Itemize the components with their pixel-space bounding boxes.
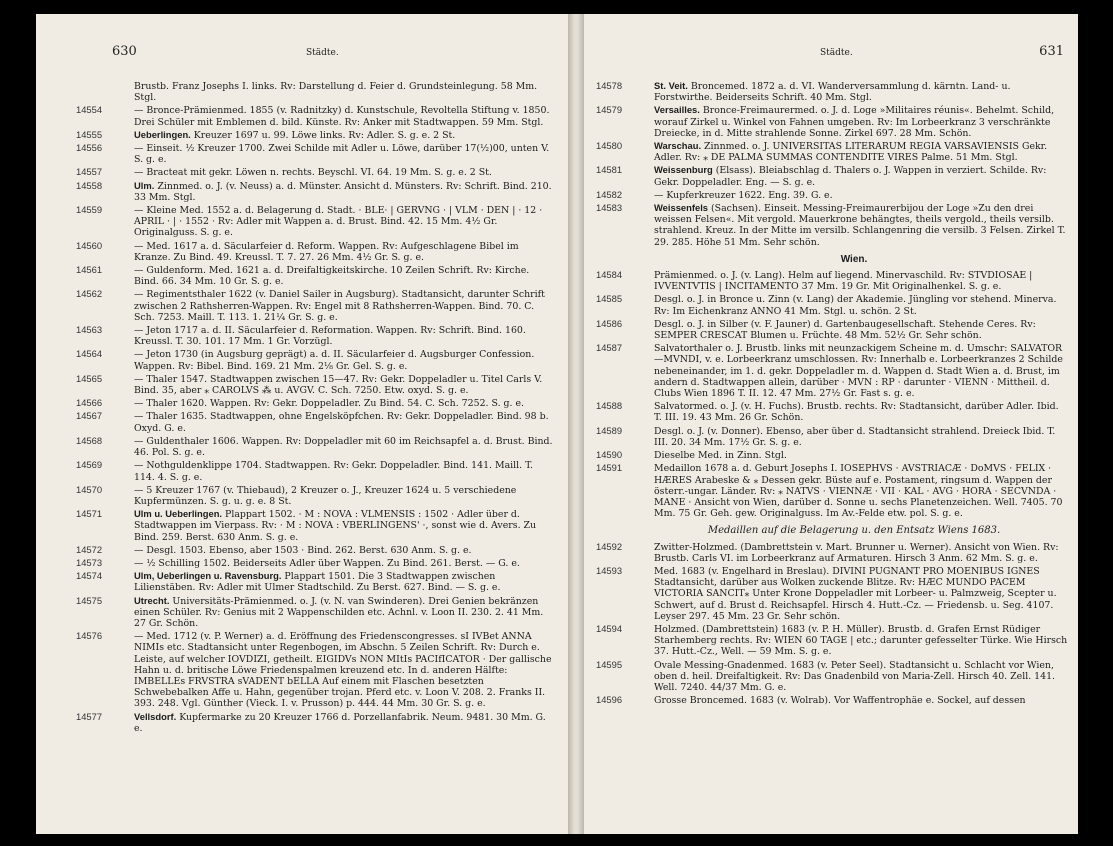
entry-number: 14576 xyxy=(76,630,103,642)
catalog-entry xyxy=(76,397,554,410)
entries-group-b xyxy=(596,269,1068,520)
catalog-entry xyxy=(596,658,1068,694)
catalog-entry xyxy=(76,239,554,263)
entry-description: Holzmed. (Dambrettstein) 1683 (v. P. H. Müller). Brustb. d. Grafen Ernst Rüdiger Starhemberg rechts. Rv: WIEN 60 TAGE | etc.; darunter gefesselter Türke. Wie Hirsch 37. Hutt.-Cz., Well. — 59 Mm. S. g. e. xyxy=(654,623,1068,658)
entry-description: Zinnmed. o. J. UNIVERSITAS LITERARUM REGIA VARSAVIENSIS Gekr. Adler. Rv: ⁎ DE PALMA SUMMAS CONTENDITE VIRES Palme. 51 Mm. Stgl. xyxy=(654,141,1048,164)
entry-description: — Med. 1617 a. d. Säcularfeier d. Reform. Wappen. Rv: Aufgeschlagene Bibel im Kranze. Zu Bind. 49. Kreussl. T. 7. 27. 26 Mm. 4½ Gr. S. g. e. xyxy=(134,240,519,263)
catalog-entry xyxy=(76,483,554,507)
catalog-entry xyxy=(76,570,554,594)
entry-number: 14581 xyxy=(596,164,623,176)
entry-number: 14587 xyxy=(596,342,623,354)
entry-description: — 5 Kreuzer 1767 (v. Thiebaud), 2 Kreuzer o. J., Kreuzer 1624 u. 5 verschiedene Kupfermünzen. S. g. u. g. e. 8 St. xyxy=(134,484,517,507)
entry-description: Salvatormed. o. J. (v. H. Fuchs). Brustb. rechts. Rv: Stadtansicht, darüber Adler. Ibid. T. III. 19. 43 Mm. 26 Gr. Schön. xyxy=(654,401,1059,424)
entry-number: 14589 xyxy=(596,424,623,436)
entry-description: Zwitter-Holzmed. (Dambrettstein v. Mart. Brunner u. Werner). Ansicht von Wien. Rv: Brustb. Carls VI. im Lorbeerkranz auf Armaturen. Hirsch 3 Anm. 62 Mm. S. g. e. xyxy=(654,541,1059,564)
entry-number: 14573 xyxy=(76,556,103,568)
entry-description: — Bronce-Prämienmed. 1855 (v. Radnitzky) d. Kunstschule, Revoltella Stiftung v. 1850. Drei Schüler mit Emblemen d. bild. Künste. Rv: Anker mit Stadtwappen. 59 Mm. Stgl. xyxy=(134,105,550,128)
right-entries xyxy=(596,80,1068,707)
entry-number: 14577 xyxy=(76,710,103,722)
entry-place-name: Weissenfels xyxy=(654,202,709,214)
entry-place-name: Ulm. xyxy=(134,179,155,191)
entry-number: 14593 xyxy=(596,564,623,576)
catalog-entry xyxy=(76,179,554,203)
page-number-left: 630 xyxy=(112,44,137,59)
entry-description: Broncemed. 1872 a. d. VI. Wanderversammlung d. kärntn. Land- u. Forstwirthe. Beiderseits Schrift. 40 Mm. Stgl. xyxy=(654,81,1011,104)
catalog-entry xyxy=(76,104,554,128)
entry-description: — Jeton 1717 a. d. II. Säcularfeier d. Reformation. Wappen. Rv: Schrift. Bind. 160. Kreussl. T. 30. 101. 17 Mm. 1 Gr. Vorzügl. xyxy=(134,325,526,348)
entry-number: 14583 xyxy=(596,202,623,214)
entry-place-name: Warschau. xyxy=(654,140,702,152)
left-page xyxy=(36,14,568,834)
entry-description: Salvatorthaler o. J. Brustb. links mit neunzackigem Scheine m. d. Umschr: SALVATOR—MVNDI, v. e. Lorbeerkranz umschlossen. Rv: Innerhalb e. Lorbeerkranzes 2 Schilde nebeneinander, im 1. d. gekr. Doppeladler m. d. Wappen d. Stadt Wien a. d. Brust, im andern d. Stadtwappen allein, darüber · MVN : RP · darunter · VIENN · Mittheil. d. Clubs Wien 1896 T. II. 12. 47 Mm. 27½ Gr. Fast s. g. e. xyxy=(654,343,1063,400)
entry-description: — Thaler 1547. Stadtwappen zwischen 15—47. Rv: Gekr. Doppeladler u. Titel Carls V. Bind. 35, aber ⁎ CAROLVS ⁂ u. AVGV. C. Sch. 7250. Etw. oxyd. S. g. e. xyxy=(134,373,543,397)
entry-number: 14571 xyxy=(76,508,103,520)
catalog-entry xyxy=(596,622,1068,658)
entry-description: Dieselbe Med. in Zinn. Stgl. xyxy=(654,450,787,462)
catalog-entry xyxy=(76,128,554,141)
entry-description: Plappart 1501. Die 3 Stadtwappen zwischen Lilienstäben. Rv: Adler mit Ulmer Stadtschild. Zu Berst. 627. Bind. — S. g. e. xyxy=(134,571,501,594)
entry-number: 14586 xyxy=(596,317,623,329)
catalog-entry xyxy=(596,424,1068,448)
catalog-entry xyxy=(596,140,1068,164)
entry-place-name: Versailles. xyxy=(654,104,700,116)
entry-description: Desgl. o. J. in Bronce u. Zinn (v. Lang) der Akademie. Jüngling vor stehend. Minerva. Rv: Im Eichenkranz ANNO 41 Mm. Stgl. u. schön. 2 St. xyxy=(654,294,1057,317)
entry-description: — Thaler 1635. Stadtwappen, ohne Engelsköpfchen. Rv: Gekr. Doppeladler. Bind. 98 b. Oxyd. G. e. xyxy=(134,411,549,434)
catalog-entry xyxy=(596,164,1068,188)
catalog-entry xyxy=(596,564,1068,622)
entry-number: 14555 xyxy=(76,128,103,140)
entry-place-name: Utrecht. xyxy=(134,594,170,606)
entry-place-name: St. Veit. xyxy=(654,80,688,91)
entry-description: Bronce-Freimaurermed. o. J. d. Loge »Militaires réunis«. Behelmt. Schild, worauf Zirkel u. Winkel von Fahnen umgeben. Rv: Im Lorbeerkranz 3 verschränkte Dreiecke, in d. Mitte strahlende Sonne. Zirkel 697. 28 Mm. Schön. xyxy=(654,105,1055,139)
entries-group-a xyxy=(596,80,1068,248)
entry-number: 14594 xyxy=(596,622,623,634)
catalog-entry xyxy=(596,694,1068,707)
entry-number: 14570 xyxy=(76,483,103,495)
entry-description: Med. 1683 (v. Engelhard in Breslau). DIVINI PUGNANT PRO MOENIBUS IGNES Stadtansicht, darüber aus Wolken zuckende Blitze. Rv: HÆC MUNDO PACEM VICTORIA SANCIT⁎ Unter Krone Doppeladler mit Lorbeer- u. Palmzweig, Scepter u. Schwert, auf d. Brust d. Reichsapfel. Hirsch 4. Hutt.-Cz. — Friedensb. u. Seg. 4107. Leyser 297. 45 Mm. 23 Gr. Sehr schön. xyxy=(654,565,1057,622)
entry-description: — Regimentsthaler 1622 (v. Daniel Sailer in Augsburg). Stadtansicht, darunter Schrift zwischen 2 Rathsherren-Wappen. Rv: Engel mit 8 Rathsherren-Wappen. Bind. 70. C. Sch. 7253. Maill. T. 113. 1. 21¼ Gr. S. g. e. xyxy=(134,289,545,323)
entry-number: 14567 xyxy=(76,410,103,422)
catalog-entry xyxy=(76,324,554,348)
entry-place-name: Ulm, Ueberlingen u. Ravensburg. xyxy=(134,570,282,582)
entry-number: 14590 xyxy=(596,449,623,461)
entry-number: 14592 xyxy=(596,540,623,552)
right-page xyxy=(584,14,1078,834)
catalog-entry xyxy=(76,348,554,372)
entry-number: 14566 xyxy=(76,397,103,409)
entry-number: 14554 xyxy=(76,104,103,116)
catalog-entry xyxy=(596,449,1068,462)
entry-number: 14591 xyxy=(596,462,623,474)
entry-description: Ovale Messing-Gnadenmed. 1683 (v. Peter Seel). Stadtansicht u. Schlacht vor Wien, oben d. heil. Dreifaltigkeit. Rv: Das Gnadenbild von Maria-Zell. Hirsch 40. Zell. 141. Well. 7240. 44/37 Mm. G. e. xyxy=(654,659,1056,693)
catalog-entry xyxy=(596,202,1068,248)
entry-number: 14578 xyxy=(596,80,623,91)
entry-number: 14557 xyxy=(76,166,103,178)
catalog-entry xyxy=(76,288,554,323)
entry-number: 14575 xyxy=(76,594,103,606)
catalog-entry xyxy=(596,317,1068,342)
catalog-entry xyxy=(596,269,1068,293)
entry-number: 14596 xyxy=(596,694,623,706)
catalog-entry xyxy=(596,293,1068,317)
entry-number: 14558 xyxy=(76,179,103,191)
entry-place-name: Ueberlingen. xyxy=(134,128,191,140)
entry-description: Zinnmed. o. J. (v. Neuss) a. d. Münster. Ansicht d. Münsters. Rv: Schrift. Bind. 210. 33 Mm. Stgl. xyxy=(134,180,552,203)
entry-description: — Einseit. ½ Kreuzer 1700. Zwei Schilde mit Adler u. Löwe, darüber 17(½)00, unten V. S. g. e. xyxy=(134,143,550,166)
entries-group-c xyxy=(596,540,1068,707)
entry-number: 14565 xyxy=(76,372,103,384)
entry-number: 14588 xyxy=(596,400,623,412)
entry-description: — Nothguldenklippe 1704. Stadtwappen. Rv: Gekr. Doppeladler. Bind. 141. Maill. T. 114. 4. S. g. e. xyxy=(134,460,533,483)
running-header-right: Städte. xyxy=(820,48,853,58)
entry-description: — Thaler 1620. Wappen. Rv: Gekr. Doppeladler. Zu Bind. 54. C. Sch. 7252. S. g. e. xyxy=(134,398,525,410)
catalog-entry xyxy=(76,264,554,288)
entry-number: 14559 xyxy=(76,204,103,216)
catalog-entry xyxy=(76,630,554,710)
entry-description: (Sachsen). Einseit. Messing-Freimaurerbijou der Loge »Zu den drei weissen Felsen«. Mit vergold. Mauerkrone behängtes, theils vergold., theils versilb. strahlend. Kreuz. In der Mitte im versilb. Schlangenring die versilb. 3 Felsen. Zirkel T. 29. 285. Höhe 51 Mm. Sehr schön. xyxy=(654,203,1066,248)
running-header-left: Städte. xyxy=(306,48,339,58)
subsection-heading-siege: Medaillen auf die Belagerung u. den Entsatz Wiens 1683. xyxy=(707,525,1001,537)
section-heading-wien: Wien. xyxy=(840,253,868,265)
left-entries xyxy=(76,80,554,734)
catalog-entry xyxy=(596,80,1068,104)
entry-description: Universitäts-Prämienmed. o. J. (v. N. van Swinderen). Drei Genien bekränzen einen Schüler. Rv: Genius mit 2 Wappenschilden etc. Achnl. v. Loon II. 230. 2. 41 Mm. 27 Gr. Schön. xyxy=(134,595,544,629)
catalog-entry xyxy=(76,508,554,543)
page-number-right: 631 xyxy=(1039,44,1064,59)
entry-number: 14561 xyxy=(76,264,103,276)
entry-description: — Jeton 1730 (in Augsburg geprägt) a. d. II. Säcularfeier d. Augsburger Confession. Wappen. Rv: Bibel. Bind. 169. 21 Mm. 2⅛ Gr. Gel. S. g. e. xyxy=(134,349,535,372)
entry-description: (Elsass). Bleiabschlag d. Thalers o. J. Wappen in verziert. Schilde. Rv: Gekr. Doppeladler. Eng. — S. g. e. xyxy=(654,165,1047,188)
catalog-entry xyxy=(76,372,554,397)
entry-description: Medaillon 1678 a. d. Geburt Josephs I. IOSEPHVS · AVSTRIACÆ · DoMVS · FELIX · HÆRES Arabeske & ⁎ Dessen gekr. Büste auf e. Postament, ringsum d. Wappen der österr.-ungar. Länder. Rv: ⁎ NATVS · VIENNÆ · VII · KAL · AVG · HORA · SECVNDA · MANE · Ansicht von Wien, darüber d. Sonne u. sechs Planetenzeichen. Well. 7405. 70 Mm. 75 Gr. Geh. gew. Originalguss. Im Av.-Felde etw. pol. S. g. e. xyxy=(654,463,1063,520)
catalog-entry xyxy=(596,540,1068,564)
entry-number: 14569 xyxy=(76,459,103,471)
entry-description: Kreuzer 1697 u. 99. Löwe links. Rv: Adler. S. g. e. 2 St. xyxy=(193,129,456,141)
entry-description: Desgl. o. J. in Silber (v. F. Jauner) d. Gartenbaugesellschaft. Stehende Ceres. Rv: SEMPER CRESCAT Blumen u. Früchte. 48 Mm. 52½ Gr. Sehr schön. xyxy=(654,318,1036,342)
catalog-entry xyxy=(76,142,554,166)
entry-description: Brustb. Franz Josephs I. links. Rv: Darstellung d. Feier d. Grundsteinlegung. 58 Mm. Stgl. xyxy=(134,81,538,104)
catalog-entry xyxy=(76,434,554,459)
entry-number: 14582 xyxy=(596,188,623,200)
entry-number: 14595 xyxy=(596,658,623,670)
entry-number: 14556 xyxy=(76,142,103,154)
entry-description: — ½ Schilling 1502. Beiderseits Adler über Wappen. Zu Bind. 261. Berst. — G. e. xyxy=(134,557,520,569)
entry-description: Grosse Broncemed. 1683 (v. Wolrab). Vor Waffentrophäe e. Sockel, auf dessen xyxy=(654,695,1026,707)
entry-number: 14585 xyxy=(596,293,623,305)
entry-place-name: Weissenburg xyxy=(654,164,713,176)
entry-place-name: Ulm u. Ueberlingen. xyxy=(134,508,223,520)
catalog-entry xyxy=(596,188,1068,201)
entry-place-name: Vellsdorf. xyxy=(134,710,177,722)
catalog-entry xyxy=(76,204,554,239)
entry-number: 14562 xyxy=(76,288,103,300)
entry-description: — Desgl. 1503. Ebenso, aber 1503 · Bind. 262. Berst. 630 Anm. S. g. e. xyxy=(134,544,472,556)
entry-number: 14560 xyxy=(76,239,103,251)
catalog-entry xyxy=(112,80,554,103)
book-gutter xyxy=(568,14,584,834)
catalog-entry xyxy=(76,410,554,434)
catalog-entry xyxy=(76,543,554,556)
catalog-entry xyxy=(76,166,554,179)
entry-description: — Med. 1712 (v. P. Werner) a. d. Eröffnung des Friedenscongresses. sI IVBet ANNA NIMIs etc. Stadtansicht unter Regenbogen, im Abschn. 5 Zeilen Schrift. Rv: Durch e. Leiste, auf welcher IOVDIZI, getheilt. EIGIDVs NON MItIs PACIfICATOR · Der gallische Hahn u. d. britische Löwe Friedenspalmen kreuzend etc. In d. anderen Hälfte: IMBELLEs FRVSTRA sVADENT bELLA Auf einem mit Flaschen besetzten Schwebebalken Affe u. Hahn, gegenüber trojan. Pferd etc. v. Loon V. 208. 2. Franks II. 393. 248. Vgl. Günther (Vieck. I. v. Prusson) p. 444. 44 Mm. 30 Gr. S. g. e. xyxy=(134,631,552,710)
catalog-entry xyxy=(76,594,554,630)
entry-description: — Guldenthaler 1606. Wappen. Rv: Doppeladler mit 60 im Reichsapfel a. d. Brust. Bind. 46. Pol. S. g. e. xyxy=(134,435,553,459)
entry-number: 14584 xyxy=(596,269,623,281)
entry-number: 14563 xyxy=(76,324,103,336)
entry-description: Prämienmed. o. J. (v. Lang). Helm auf liegend. Minervaschild. Rv: STVDIOSAE | IVVENTVTIS | INCITAMENTO 37 Mm. 19 Gr. Mit Originalhenkel. S. g. e. xyxy=(654,270,1033,293)
entry-number: 14564 xyxy=(76,348,103,360)
entry-description: Plappart 1502. · M : NOVA : VLMENSIS : 1502 · Adler über d. Stadtwappen im Vierpass. Rv: · M : NOVA : VBERLINGENS' ·, sonst wie d. Avers. Zu Bind. 259. Berst. 630 Anm. S. g. e. xyxy=(134,509,537,543)
catalog-entry xyxy=(596,342,1068,400)
catalog-entry xyxy=(596,104,1068,139)
entry-number: 14580 xyxy=(596,140,623,152)
entry-description: — Kupferkreuzer 1622. Eng. 39. G. e. xyxy=(654,189,833,201)
entry-number: 14572 xyxy=(76,543,103,555)
entry-description: Desgl. o. J. (v. Donner). Ebenso, aber über d. Stadtansicht strahlend. Dreieck Ibid. T. III. 20. 34 Mm. 17½ Gr. S. g. e. xyxy=(654,425,1056,448)
entry-description: — Guldenform. Med. 1621 a. d. Dreifaltigkeitskirche. 10 Zeilen Schrift. Rv: Kirche. Bind. 66. 34 Mm. 10 Gr. S. g. e. xyxy=(134,265,530,288)
catalog-entry xyxy=(76,710,554,734)
entry-description: — Bracteat mit gekr. Löwen n. rechts. Beyschl. VI. 64. 19 Mm. S. g. e. 2 St. xyxy=(134,167,492,179)
entry-number: 14568 xyxy=(76,434,103,446)
catalog-entry xyxy=(596,400,1068,424)
entry-description: — Kleine Med. 1552 a. d. Belagerung d. Stadt. · BLE· | GERVNG · | VLM · DEN | · 12 · APRIL · | · 1552 · Rv: Adler mit Wappen a. d. Brust. Bind. 42. 15 Mm. 4½ Gr. Originalguss. S. g. e. xyxy=(134,205,543,239)
catalog-entry xyxy=(76,556,554,569)
entry-number: 14579 xyxy=(596,104,623,116)
catalog-entry xyxy=(76,459,554,483)
entry-number: 14574 xyxy=(76,570,103,582)
catalog-entry xyxy=(596,462,1068,520)
entry-description: Kupfermarke zu 20 Kreuzer 1766 d. Porzellanfabrik. Neum. 9481. 30 Mm. G. e. xyxy=(134,711,546,734)
